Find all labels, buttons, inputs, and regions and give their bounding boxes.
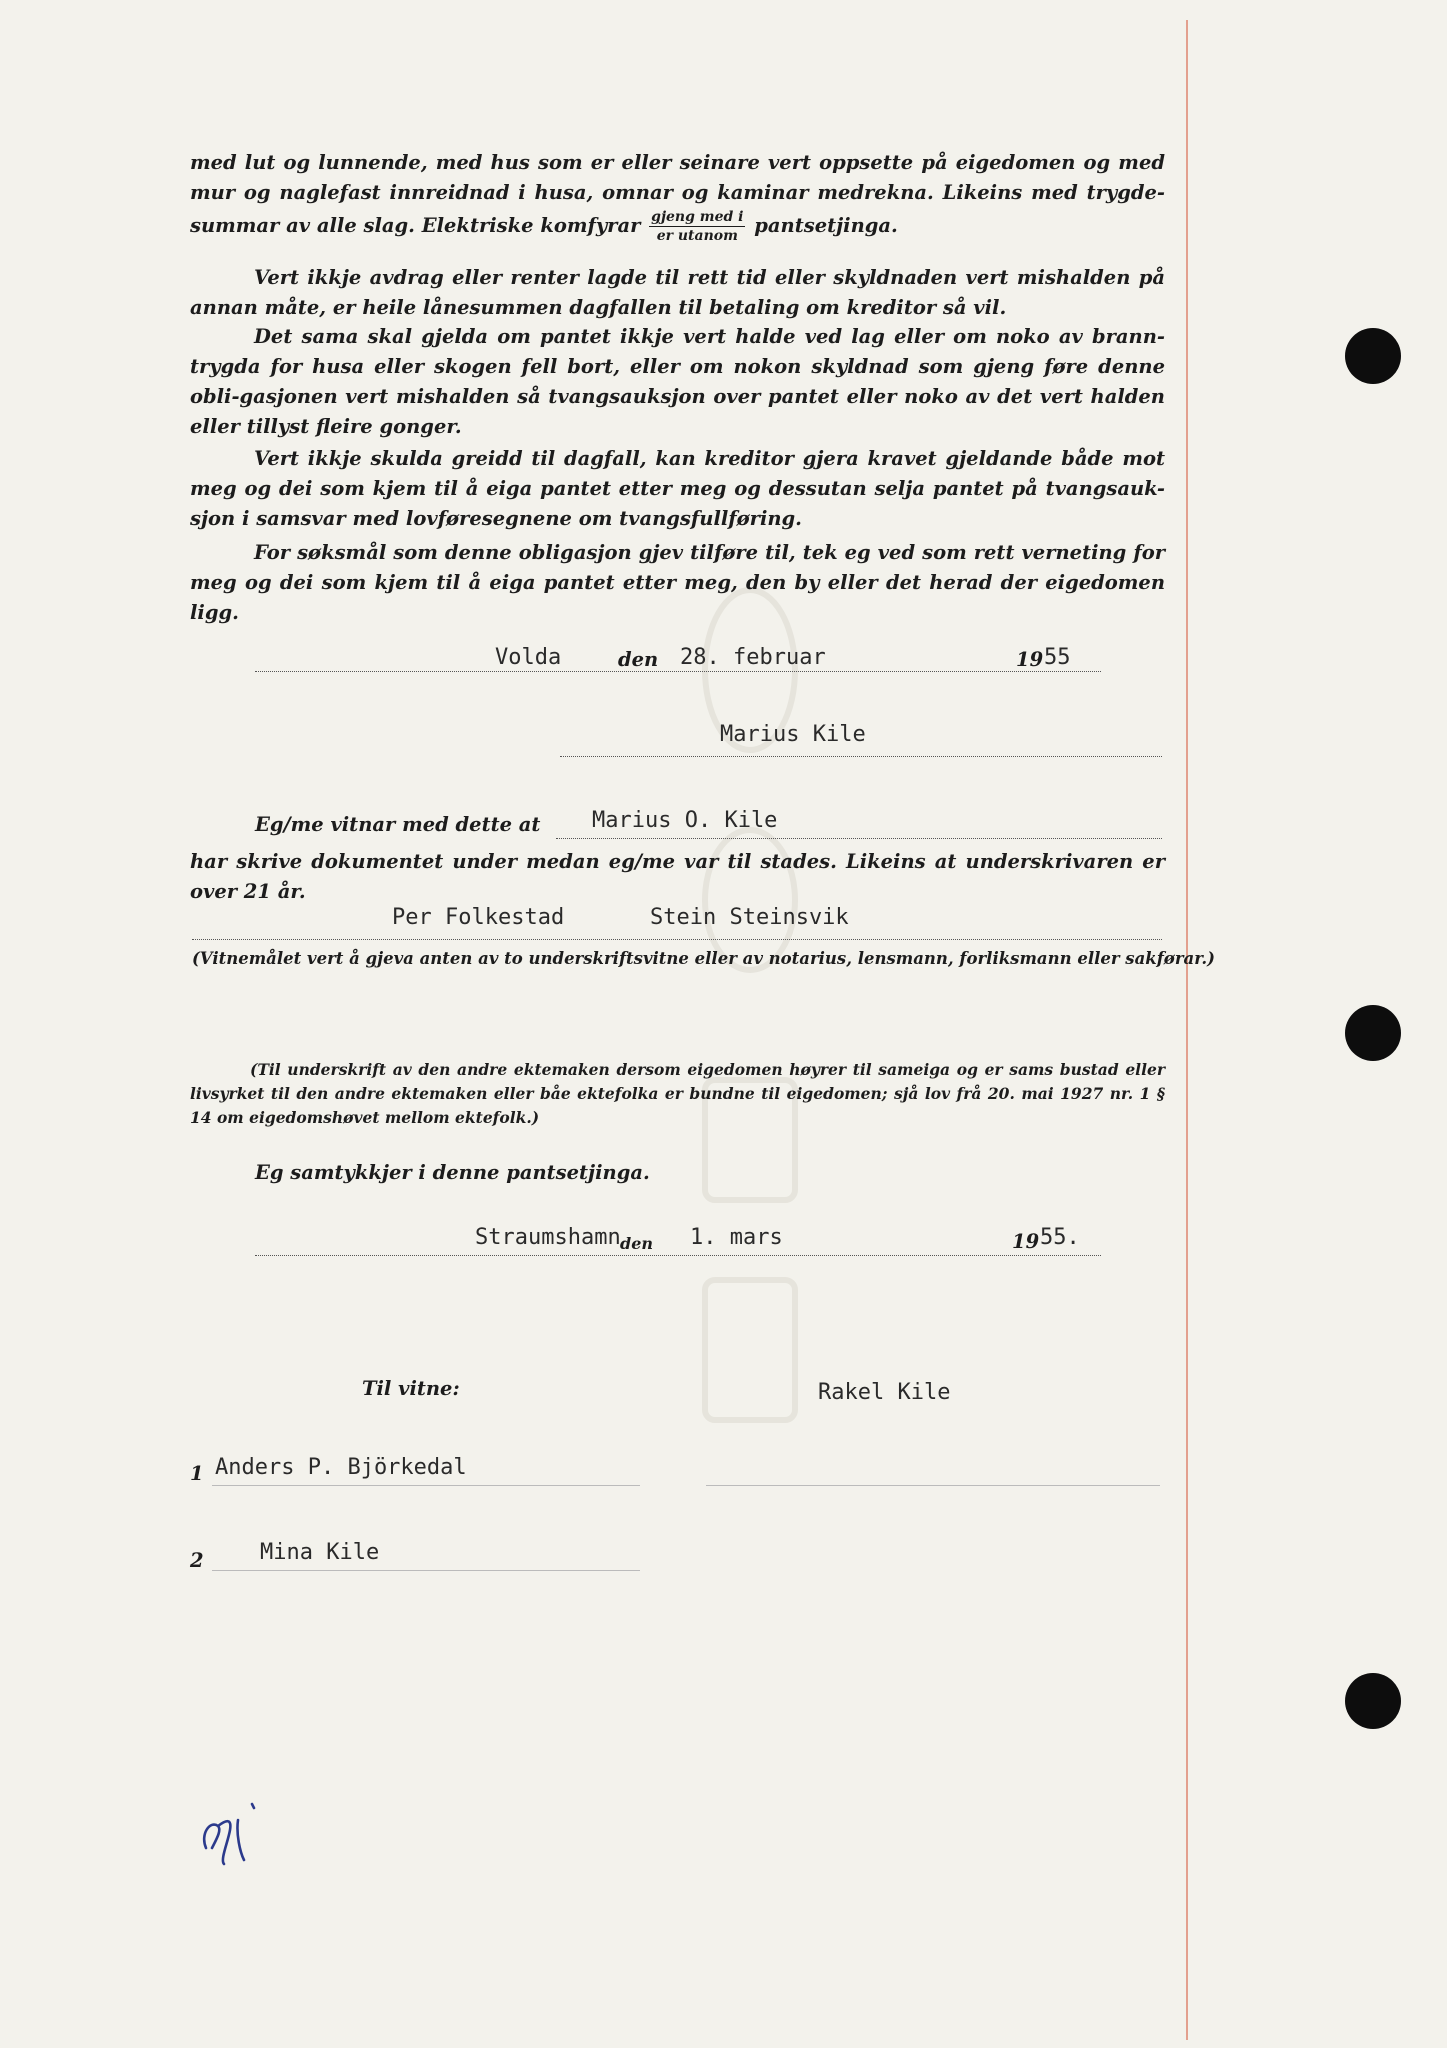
date-line-2 — [255, 1255, 1101, 1256]
signing-place-2: Straumshamn — [475, 1225, 621, 1250]
vitne-line-2 — [212, 1570, 640, 1571]
witness-name-line — [556, 838, 1162, 839]
vitne-1: Anders P. Björkedal — [215, 1455, 467, 1480]
paragraph-5-text: For søksmål som denne obligasjon gjev tilføre til, tek eg ved som rett verneting for meg og dei som kjem til å eiga pantet etter meg, den by eller det herad der eigedomen ligg. — [190, 541, 1165, 624]
vitne-line-1 — [212, 1485, 640, 1486]
witness-text: har skrive dokumentet under medan eg/me var til stades. Likeins at underskrivaren er over 21 år. — [190, 850, 1165, 903]
til-vitne-label: Til vitne: — [362, 1377, 460, 1400]
fraction-denominator: er utanom — [656, 228, 738, 244]
paragraph-1-text: med lut og lunnende, med hus som er eller seinare vert oppsette på eigedomen og med mur og naglefast innreidnad i husa, omnar og kaminar medrekna. Likeins med trygde-summar av alle slag. Elektriske komfyrar — [190, 151, 1165, 237]
paragraph-4-text: Vert ikkje skulda greidd til dagfall, kan kreditor gjera kravet gjeldande både mot meg og dei som kjem til å eiga pantet etter meg og dessutan selja pantet på tvangsauk-sjon i samsvar med lovføresegnene om tvangsfullføring. — [190, 447, 1165, 530]
paragraph-2-text: Vert ikkje avdrag eller renter lagde til rett tid eller skyldnaden vert mishalden på annan måte, er heile lånesummen dagfallen til betaling om kreditor så vil. — [190, 266, 1165, 319]
fraction-numerator: gjeng med i — [651, 209, 744, 225]
date-line-1 — [255, 671, 1101, 672]
paragraph-2 — [190, 263, 1165, 323]
year-suffix-2: 55. — [1040, 1225, 1080, 1250]
punch-hole-middle — [1345, 1005, 1401, 1061]
vitne-number-2: 2 — [190, 1549, 204, 1572]
paragraph-3 — [190, 322, 1165, 442]
punch-hole-bottom — [1345, 1673, 1401, 1729]
signing-place-1: Volda — [495, 645, 562, 670]
year-suffix-1: 55 — [1044, 645, 1071, 670]
paragraph-1 — [190, 148, 1165, 245]
signer-1: Marius Kile — [720, 722, 866, 747]
spouse-note: (Til underskrift av den andre ektemaken dersom eigedomen høyrer til sameiga og er sams bustad eller livsyrket til den andre ektemaken eller båe ektefolka er bundne til eigedomen; sjå lov frå 20. mai 1927 nr. 1 § 14 om eigedomshøvet mellom ektefolk.) — [190, 1060, 1165, 1127]
punch-hole-top — [1345, 328, 1401, 384]
fraction-choice — [649, 208, 745, 245]
signing-date-1: 28. februar — [680, 645, 826, 670]
signature-line-1 — [560, 756, 1162, 757]
paragraph-4 — [190, 444, 1165, 534]
handwritten-initials — [196, 1790, 276, 1870]
year-prefix-1: 19 — [1016, 648, 1044, 671]
year-prefix-2: 19 — [1012, 1230, 1040, 1253]
vitne-number-1: 1 — [190, 1462, 204, 1485]
witness-label: Eg/me vitnar med dette at — [255, 813, 541, 836]
witness-note: (Vitnemålet vert å gjeva anten av to underskriftsvitne eller av notarius, lensmann, forliksmann eller sakførar.) — [192, 949, 1215, 968]
consent-text: Eg samtykkjer i denne pantsetjinga. — [255, 1161, 650, 1184]
vitne-2: Mina Kile — [260, 1540, 380, 1565]
witness-signature-line — [192, 939, 1162, 940]
witness-2: Stein Steinsvik — [650, 905, 849, 930]
paragraph-5 — [190, 538, 1165, 628]
margin-rule — [1186, 20, 1188, 2040]
den-label-2: den — [620, 1234, 653, 1253]
paragraph-1-end: pantsetjinga. — [754, 214, 898, 237]
witness-name: Marius O. Kile — [592, 808, 778, 833]
witness-1: Per Folkestad — [392, 905, 565, 930]
spouse-signer: Rakel Kile — [818, 1380, 951, 1405]
spouse-signature-line — [706, 1485, 1160, 1486]
den-label-1: den — [618, 648, 659, 671]
signing-date-2: 1. mars — [690, 1225, 783, 1250]
paragraph-3-text: Det sama skal gjelda om pantet ikkje vert halde ved lag eller om noko av brann-trygda for husa eller skogen fell bort, eller om nokon skyldnad som gjeng føre denne obli-gasjonen vert mishalden så tvangsauksjon over pantet eller noko av det vert halden eller tillyst fleire gonger. — [190, 325, 1165, 438]
